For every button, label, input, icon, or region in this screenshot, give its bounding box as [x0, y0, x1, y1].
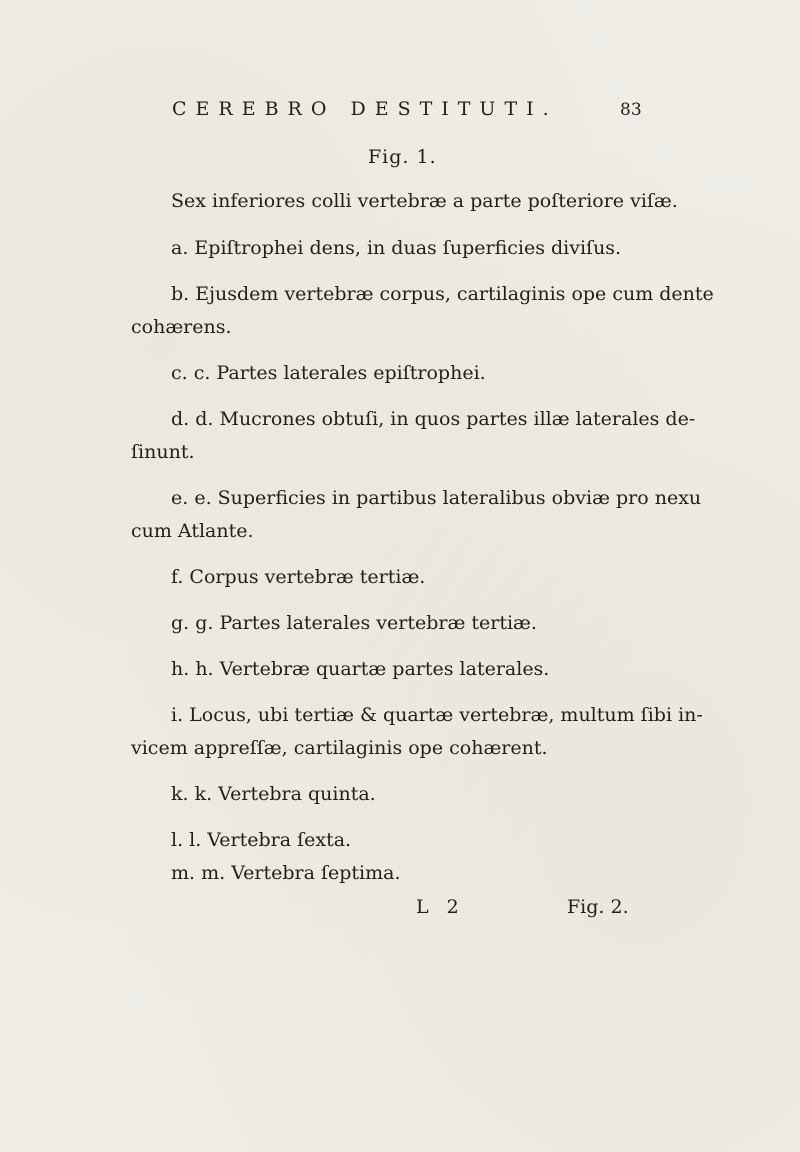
signature-mark: L 2	[416, 896, 465, 918]
running-title: CEREBRO DESTITUTI.	[172, 98, 558, 120]
entry-line: a. Epiſtrophei dens, in duas ſuperficies diviſus.	[171, 237, 622, 259]
entry-line: ſinunt.	[131, 441, 195, 463]
running-head	[172, 98, 732, 128]
entry-line: l. l. Vertebra ſexta.	[171, 829, 352, 851]
entry-line: Sex inferiores colli vertebræ a parte poſteriore viſæ.	[171, 190, 678, 212]
entry-line: e. e. Superficies in partibus lateralibus obviæ pro nexu	[171, 487, 702, 509]
page-number: 83	[620, 100, 642, 120]
entry-line: c. c. Partes laterales epiſtrophei.	[171, 362, 486, 384]
entry-line: m. m. Vertebra ſeptima.	[171, 862, 401, 884]
entry-line: d. d. Mucrones obtuſi, in quos partes illæ laterales de-	[171, 408, 696, 430]
figure-heading: Fig. 1.	[368, 146, 437, 168]
entry-line: b. Ejusdem vertebræ corpus, cartilaginis ope cum dente	[171, 283, 714, 305]
entry-line: vicem appreſſæ, cartilaginis ope cohærent.	[131, 737, 548, 759]
catchword: Fig. 2.	[567, 896, 629, 918]
entry-line: i. Locus, ubi tertiæ & quartæ vertebræ, multum ſibi in-	[171, 704, 703, 726]
entry-line: h. h. Vertebræ quartæ partes laterales.	[171, 658, 550, 680]
entry-line: f. Corpus vertebræ tertiæ.	[171, 566, 426, 588]
entry-line: cohærens.	[131, 316, 232, 338]
entry-line: cum Atlante.	[131, 520, 254, 542]
entry-line: k. k. Vertebra quinta.	[171, 783, 376, 805]
entry-line: g. g. Partes laterales vertebræ tertiæ.	[171, 612, 537, 634]
